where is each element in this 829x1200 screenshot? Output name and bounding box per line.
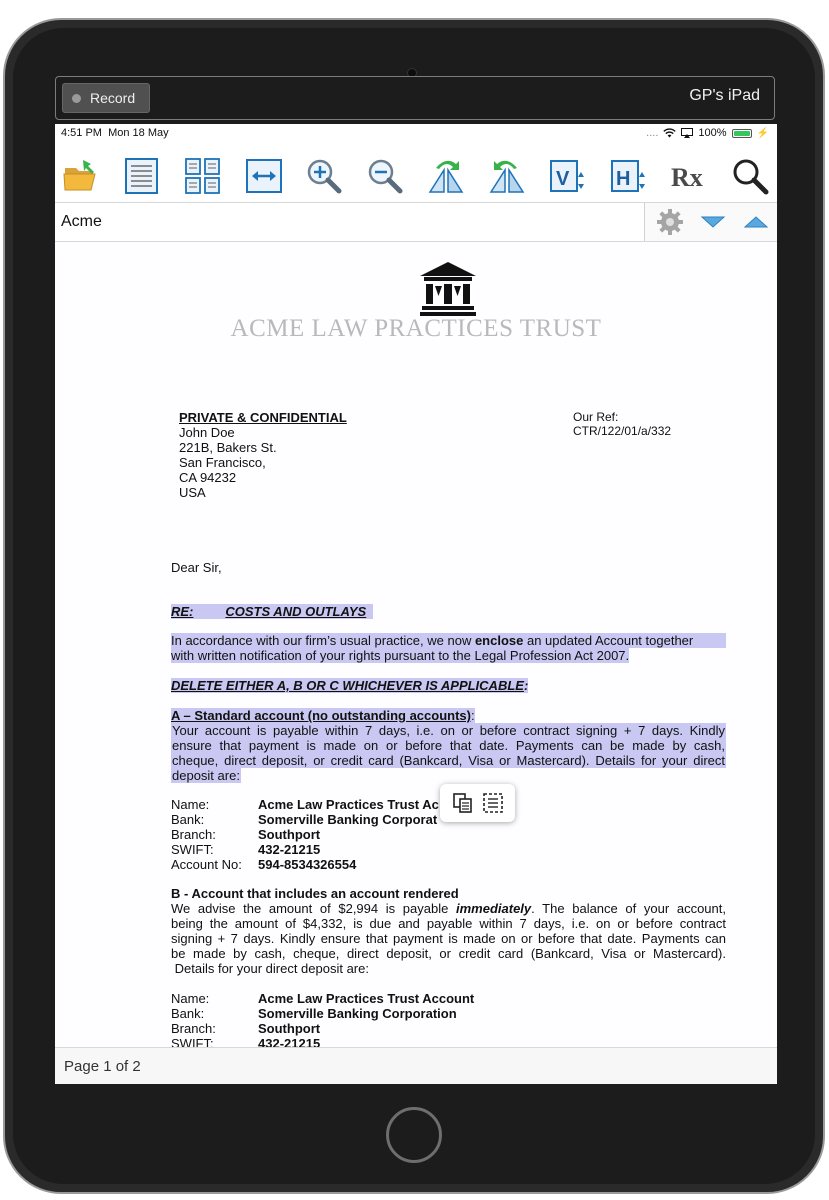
status-date: Mon 18 May [108,127,169,139]
rx-label: Rx [671,163,703,192]
address-line: CA 94232 [179,470,237,485]
search-next-icon[interactable] [698,207,728,237]
charging-icon: ⚡ [756,127,769,139]
delete-note [171,678,528,693]
intro-text: an updated Account together [523,633,694,648]
section-b-line: Details for your direct deposit are: [171,961,369,976]
section-a-text [171,723,726,783]
recording-bar [55,76,775,120]
re-subject: COSTS AND OUTLAYS [225,604,367,619]
bank-b-label: Branch: [171,1021,216,1036]
status-time [61,127,169,139]
section-b-line: be made by cash, cheque, direct deposit, or credit card (Bankcard, Visa or Mastercard). [171,946,726,961]
bank-b-label: SWIFT: [171,1036,214,1047]
section-b-text [171,901,726,976]
address-line: John Doe [179,425,235,440]
section-a-line: Your account is payable within 7 days, i.e. on or before contract signing + 7 days. Kindly [172,723,725,738]
bank-b-value: 432-21215 [258,1036,321,1047]
rotate-right-icon[interactable] [426,156,466,196]
bank-b-value: Somerville Banking Corporation [258,1006,457,1021]
bank-b-label: Name: [171,991,210,1006]
battery-level [734,131,750,136]
battery-icon [732,129,752,138]
toolbar [55,152,777,200]
zoom-in-icon[interactable] [304,156,344,196]
confidential-heading: PRIVATE & CONFIDENTIAL [179,410,347,425]
re-label: RE: [171,604,194,619]
bank-a-value: 432-21215 [258,842,321,857]
bank-a-label: Name: [171,797,210,812]
section-b-line: signing + 7 days. Kindly ensure that payment is made on or before that date. Payments can [171,931,726,946]
gear-icon[interactable] [655,207,685,237]
thumbnails-icon[interactable] [183,156,223,196]
search-input[interactable] [55,203,645,241]
section-a-title: A – Standard account (no outstanding accounts) [171,708,471,723]
device-name: GP's iPad [689,87,760,104]
intro-text: In accordance with our firm’s usual practice, we now [171,633,475,648]
bank-a-label: Bank: [171,812,205,827]
record-dot-icon [72,94,81,103]
h-scroll-icon[interactable] [609,156,649,196]
section-a-line: deposit are: [172,768,240,783]
status-bar [55,124,777,144]
courthouse-logo-icon [418,260,478,316]
bank-b-value: Acme Law Practices Trust Account [258,991,475,1006]
open-folder-icon[interactable] [61,156,101,196]
bank-a-label: Account No: [171,857,242,872]
bank-b-value: Southport [258,1021,321,1036]
salutation: Dear Sir, [171,560,222,575]
section-b-title: B - Account that includes an account rendered [171,886,459,901]
airplay-icon [681,128,693,138]
section-b-emphasis: immediately [456,901,532,916]
section-b-line: being the amount of $4,332, is due and payable within 7 days, i.e. on or before contract [171,916,726,931]
select-all-icon[interactable] [482,792,504,814]
fit-width-icon[interactable] [244,156,284,196]
v-scroll-icon[interactable] [548,156,588,196]
our-ref-value: CTR/122/01/a/332 [573,424,672,438]
page-bar [55,1047,777,1084]
firm-name: ACME LAW PRACTICES TRUST [230,315,602,342]
h-label: H [616,168,631,190]
battery-percent: 100% [698,127,727,139]
bank-a-value: Somerville Banking Corporat [258,812,438,827]
wifi-icon [663,128,676,138]
address-line: 221B, Bakers St. [179,440,277,455]
page-indicator: Page 1 of 2 [64,1058,141,1075]
delete-note-colon: : [523,678,529,693]
re-line [171,604,373,619]
status-clock: 4:51 PM [61,127,102,139]
intro-line-2: with written notification of your rights pursuant to the Legal Profession Act 2007. [171,648,630,663]
intro-line-1 [171,633,726,648]
text-selection-popup [440,784,515,822]
section-a-heading [171,708,475,723]
ipad-screen [55,124,777,1084]
address-line: USA [179,485,206,500]
zoom-out-icon[interactable] [365,156,405,196]
our-ref-label: Our Ref: [573,410,619,424]
copy-icon[interactable] [452,792,474,814]
section-a-line: ensure that payment is made on or before that date. Payments can be made by cash, [172,738,725,753]
intro-bold: enclose [474,633,524,648]
home-button[interactable] [386,1107,442,1163]
document-page[interactable] [55,242,777,1047]
section-a-line: cheque, direct deposit, or credit card (Bankcard, Visa or Mastercard). Details for your direct [172,753,725,768]
v-label: V [556,168,570,190]
rx-icon[interactable] [669,156,709,196]
search-icon[interactable] [730,156,770,196]
delete-note-text: DELETE EITHER A, B OR C WHICHEVER IS APPLICABLE [171,678,524,693]
signal-dots: .... [646,127,659,139]
search-bar [55,202,777,242]
bank-a-label: Branch: [171,827,216,842]
record-label: Record [90,90,136,106]
single-page-icon[interactable] [122,156,162,196]
address-line: San Francisco, [179,455,266,470]
bank-a-value: Southport [258,827,321,842]
bank-a-value: 594-8534326554 [258,857,357,872]
bank-a-value: Acme Law Practices Trust Ac [258,797,439,812]
bank-a-label: SWIFT: [171,842,214,857]
rotate-left-icon[interactable] [487,156,527,196]
section-b-text-part: . The balance of your account, [531,901,726,916]
search-prev-icon[interactable] [741,207,771,237]
status-indicators [646,127,769,139]
section-a-colon: : [470,708,475,723]
section-b-text-part: We advise the amount of $2,994 is payable [171,901,456,916]
bank-b-label: Bank: [171,1006,205,1021]
record-button[interactable] [62,83,150,113]
